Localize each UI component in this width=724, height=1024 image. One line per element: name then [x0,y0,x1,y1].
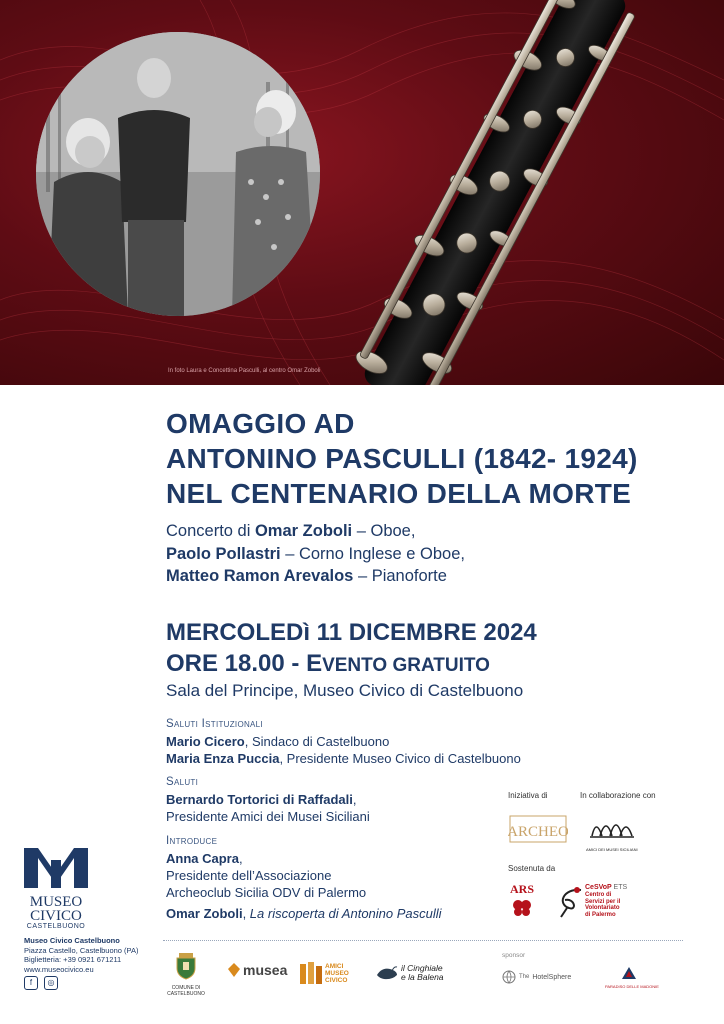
musea-logo: musea [228,962,287,978]
event-time: ORE 18.00 - EVENTO GRATUITO [166,650,490,677]
title-line-1: OMAGGIO AD [166,408,355,439]
coat-of-arms-icon [175,952,197,980]
cesvop-logo: CeSVoP ETS Centro di Servizi per il Volontariato di Palermo [555,884,675,920]
sponsor-label: sponsor [502,952,526,959]
performer-line: Paolo Pollastri – Corno Inglese e Oboe, [166,544,465,563]
contact-website[interactable]: www.museocivico.eu [24,964,94,974]
paradiso-madonie-logo: PARADISO DELLE MADONIE [605,966,653,989]
speaker-role: Presidente Amici dei Musei Siciliani [166,809,370,824]
performer-name: Omar Zoboli [254,522,353,540]
section-heading: Saluti Istituzionali [166,718,263,730]
section-heading: Introduce [166,835,218,847]
svg-text:ARCHEO: ARCHEO [508,824,568,840]
event-venue: Sala del Principe, Museo Civico di Castelbuono [166,681,524,700]
logo-text-museo: MUSEO [29,894,83,910]
instagram-icon[interactable]: ◎ [44,976,58,990]
comune-castelbuono-logo: COMUNE DI CASTELBUONO [164,952,208,997]
talk-line: Omar Zoboli, La riscoperta di Antonino Pasculli [166,906,442,921]
title-line-2: ANTONINO PASCULLI (1842- 1924) [166,443,638,474]
social-links [24,976,58,990]
saluti-istituzionali [166,716,521,767]
facebook-icon[interactable]: f [24,976,38,990]
performer-name: Matteo Ramon Arevalos [166,567,354,585]
performer-line: Concerto di Omar Zoboli – Oboe, [166,522,416,540]
ars-logo: ARS [508,882,536,918]
speaker-line: Anna Capra, [166,851,243,866]
contact-phone: Biglietteria: +39 0921 671211 [24,955,122,964]
cinghiale-balena-logo: il Cinghiale e la Balena [376,964,444,982]
contact-address: Piazza Castello, Castelbuono (PA) [24,945,139,955]
speaker-line: Bernardo Tortorici di Raffadali, [166,792,357,807]
hero-banner [0,0,724,385]
museum-contacts [24,936,139,974]
museo-civico-logo [24,848,88,930]
hotelsphere-logo: The HotelSphere [502,970,571,984]
initiative-label: Iniziativa di [508,791,548,800]
title-line-3: NEL CENTENARIO DELLA MORTE [166,478,632,509]
amici-musei-logo: AMICI DEI MUSEI SICILIANI [586,812,642,848]
talk [166,905,442,922]
speaker-line: Maria Enza Puccia, Presidente Museo Civico di Castelbuono [166,751,521,766]
speaker-role: Presidente dell’Associazione [166,868,332,883]
amici-museo-civico-logo: AMICI MUSEO CIVICO [300,962,349,984]
supported-label: Sostenuta da [508,864,556,873]
logo-text-civico: CIVICO [30,908,82,924]
event-date: MERCOLEDì 11 DICEMBRE 2024 [166,619,537,646]
performer-name: Paolo Pollastri [166,544,281,563]
collaboration-label: In collaborazione con [580,791,656,800]
archeoclub-logo [508,810,568,848]
photo-caption: In foto Laura e Concettina Pasculli, al centro Omar Zoboli [168,368,321,374]
introduce [166,833,366,901]
event-title [166,406,638,511]
contact-name: Museo Civico Castelbuono [24,936,120,945]
logo-text-castelbuono: CASTELBUONO [26,923,86,930]
speaker-line: Mario Cicero, Sindaco di Castelbuono [166,734,390,749]
oboe-illustration [0,0,724,385]
speaker-role: Archeoclub Sicilia ODV di Palermo [166,885,367,900]
performer-line: Matteo Ramon Arevalos – Pianoforte [166,567,447,585]
saluti [166,774,370,825]
museo-m-icon [24,848,88,888]
section-heading: Saluti [166,776,199,788]
performers-list [166,520,465,588]
divider [163,940,683,941]
